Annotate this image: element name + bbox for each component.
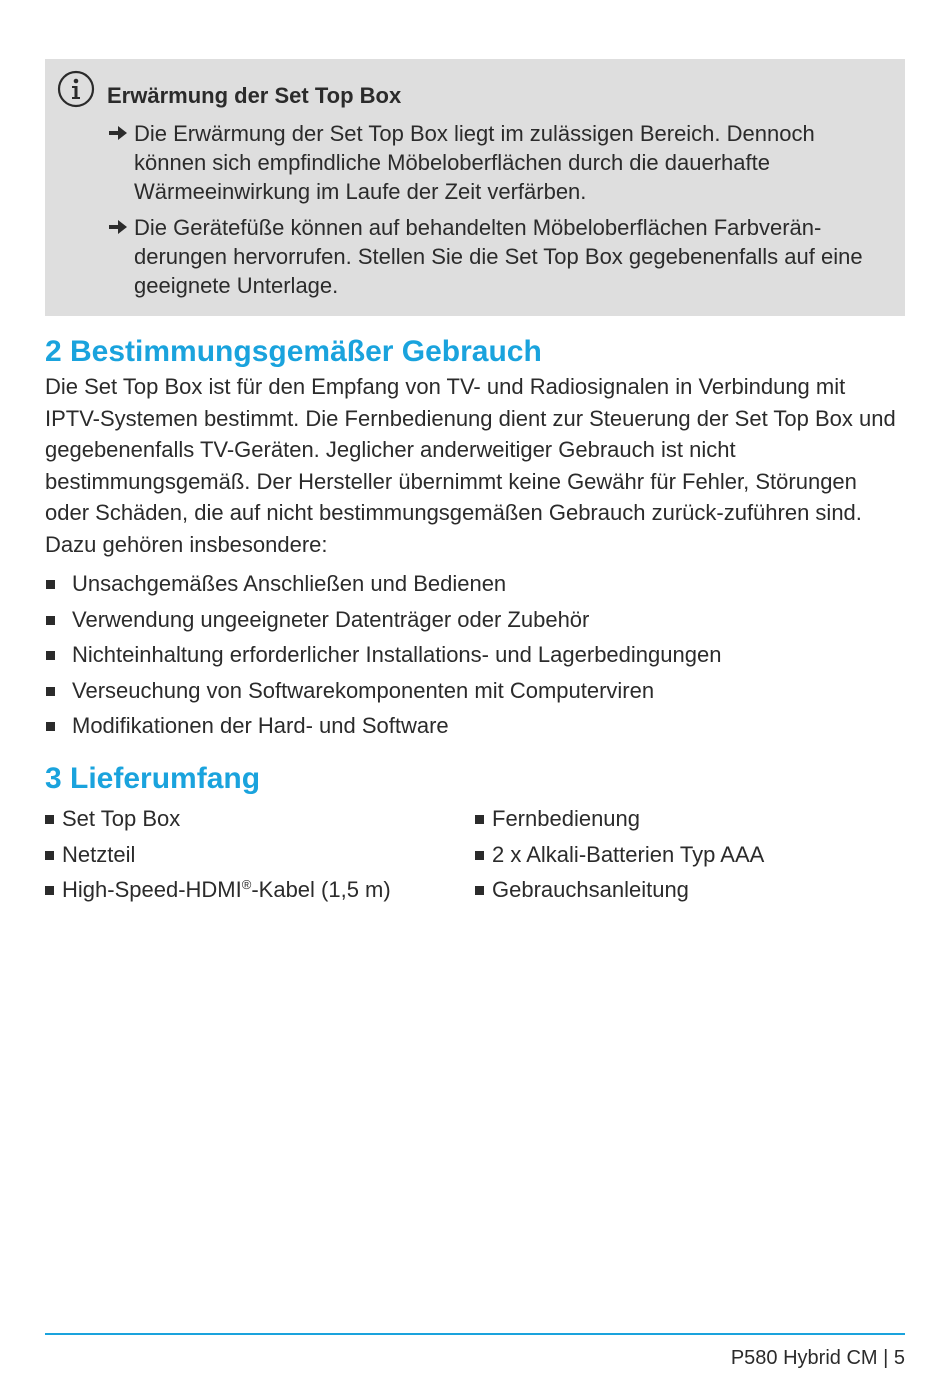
hdmi-text-before: High-Speed-HDMI: [62, 877, 242, 902]
info-item: [107, 119, 882, 206]
list-item: [45, 872, 391, 908]
hdmi-text-after: -Kabel (1,5 m): [251, 877, 391, 902]
list-item: [475, 872, 764, 908]
info-icon: [57, 70, 95, 108]
list-item-text: 2 x Alkali-Batterien Typ AAA: [492, 841, 765, 867]
info-title: Erwärmung der Set Top Box: [107, 83, 402, 108]
list-item-text: Gebrauchsanleitung: [492, 877, 689, 902]
misuse-list: [45, 566, 721, 744]
list-item-text: Verwendung ungeeigneter Datenträger oder Zubehör: [72, 606, 590, 632]
info-box: [45, 59, 905, 316]
list-item: [45, 708, 721, 744]
list-item: [45, 566, 721, 602]
list-item: [475, 801, 764, 837]
bullet-square-icon: [475, 851, 484, 860]
bullet-square-icon: [45, 815, 54, 824]
info-item-text: Die Gerätefüße können auf behandelten Möbeloberflächen Farbverän-derungen hervorrufen. Stellen Sie die Set Top Box gegebenenfalls auf eine geeignete Unterlage.: [134, 215, 863, 298]
list-item: [45, 673, 721, 709]
page-footer: P580 Hybrid CM | 5: [730, 1347, 905, 1369]
bullet-square-icon: [46, 616, 55, 625]
arrow-right-icon: [107, 122, 129, 144]
bullet-square-icon: [46, 722, 55, 731]
list-item-text: Unsachgemäßes Anschließen und Bedienen: [72, 571, 507, 596]
section-heading-scope: 3 Lieferumfang: [45, 762, 261, 795]
bullet-square-icon: [475, 815, 484, 824]
bullet-square-icon: [46, 651, 55, 660]
info-item-text: Die Erwärmung der Set Top Box liegt im zulässigen Bereich. Dennoch können sich empfindliche Möbeloberflächen durch die dauerhafte Wärmeeinwirkung im Laufe der Zeit verfärben.: [134, 121, 815, 204]
section-heading-usage: 2 Bestimmungsgemäßer Gebrauch: [45, 335, 542, 368]
list-item-text: Fernbedienung: [492, 806, 641, 831]
list-item: [45, 602, 721, 638]
list-item: [45, 801, 391, 837]
bullet-square-icon: [45, 851, 54, 860]
list-item-text: Nichteinhaltung erforderlicher Installations- und Lagerbedingungen: [72, 642, 722, 667]
bullet-square-icon: [46, 580, 55, 589]
bullet-square-icon: [46, 687, 55, 696]
bullet-square-icon: [475, 886, 484, 895]
list-item-text: Set Top Box: [62, 806, 181, 831]
arrow-right-icon: [107, 216, 129, 238]
registered-mark: ®: [241, 877, 252, 892]
footer-divider: [45, 1333, 905, 1335]
info-item: [107, 213, 882, 300]
scope-list-right: [475, 801, 764, 908]
list-item-text: Modifikationen der Hard- und Software: [72, 713, 449, 738]
list-item: [45, 637, 721, 673]
bullet-square-icon: [45, 886, 54, 895]
list-item: [475, 837, 764, 873]
list-item-text: Verseuchung von Softwarekomponenten mit Computerviren: [72, 677, 655, 703]
list-item: [45, 837, 391, 873]
list-item-text: Netzteil: [62, 841, 136, 867]
usage-paragraph: Die Set Top Box ist für den Empfang von TV- und Radiosignalen in Verbindung mit IPTV-Systemen bestimmt. Die Fernbedienung dient zur Steuerung der Set Top Box und gegebenenfalls TV-Geräten. Jeglicher anderweitiger Gebrauch ist nicht bestimmungsgemäß. Der Hersteller übernimmt keine Gewähr für Fehler, Störungen oder Schäden, die auf nicht bestimmungsgemäßen Gebrauch zurück-zuführen sind. Dazu gehören insbesondere:: [45, 374, 896, 557]
scope-list-left: [45, 801, 391, 908]
